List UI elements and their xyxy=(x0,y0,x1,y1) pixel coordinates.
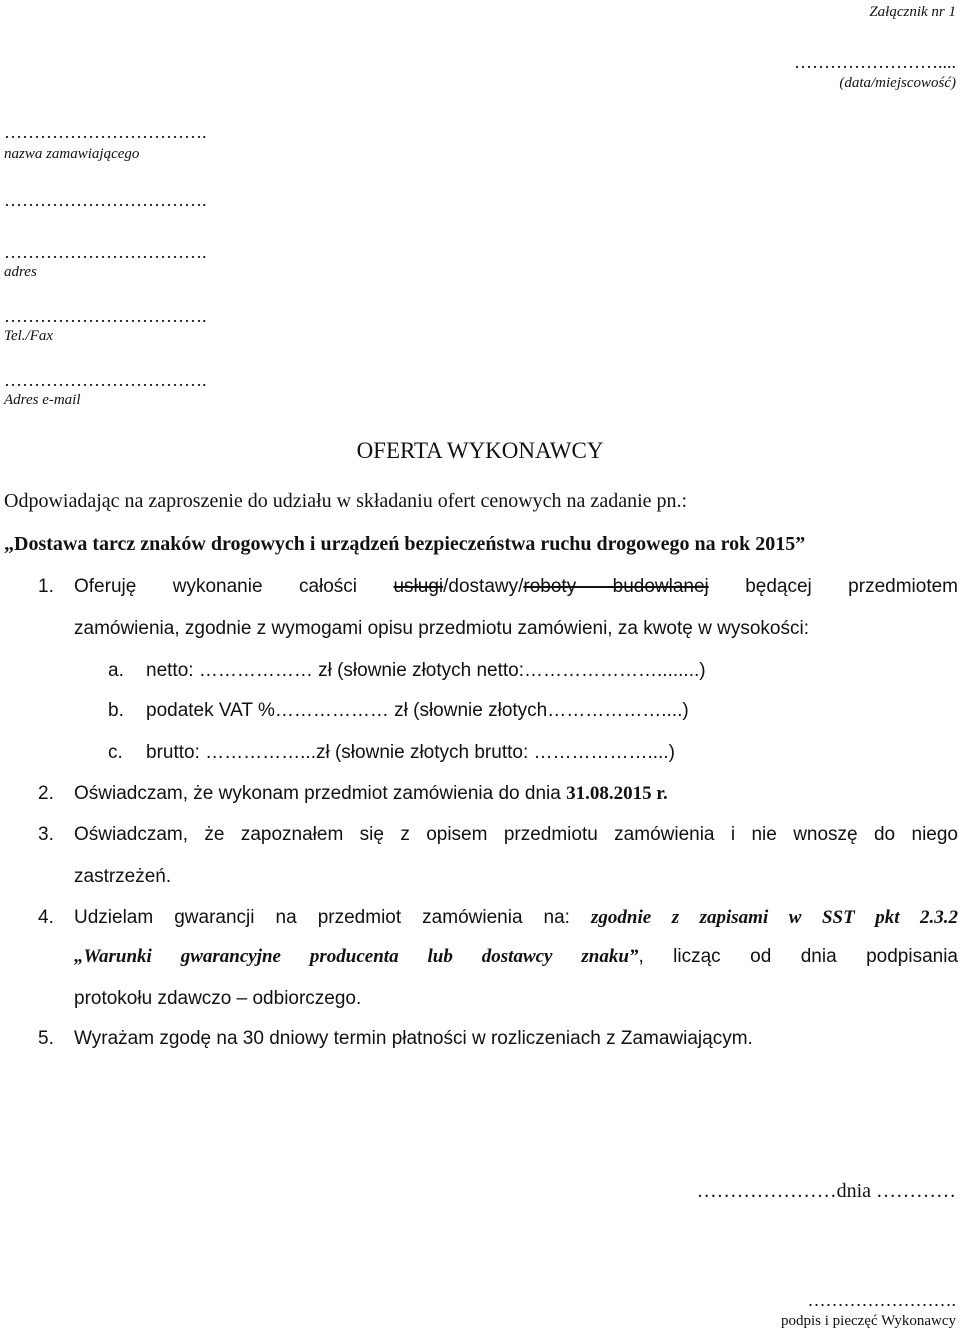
item-5-text: Wyrażam zgodę na 30 dniowy termin płatności w rozliczeniach z Zamawiającym. xyxy=(74,1028,753,1049)
signature-label: podpis i pieczęć Wykonawcy xyxy=(780,1313,956,1329)
document-title: OFERTA WYKONAWCY xyxy=(356,438,604,463)
name-dots: ……………………………. xyxy=(4,122,207,142)
item-1c-label: c. xyxy=(108,742,123,763)
item-1b-label: b. xyxy=(108,700,124,721)
item-1c-gross-amount: brutto: ……………...zł (słownie złotych brutto: ………………....) xyxy=(146,742,675,763)
intro-text: Odpowiadając na zaproszenie do udziału w składaniu ofert cenowych na zadanie pn.: xyxy=(4,490,688,512)
item-1a-label: a. xyxy=(108,660,124,681)
item-3-number: 3. xyxy=(38,824,54,845)
item-3-line-1: Oświadczam, że zapoznałem się z opisem przedmiotu zamówienia i nie wnoszę do niego xyxy=(74,824,958,845)
item-1-strike-works: roboty budowlanej xyxy=(523,576,709,597)
item-1-part-2: /dostawy/ xyxy=(443,576,524,597)
item-2-text xyxy=(74,783,668,805)
item-3-line-2: zastrzeżeń. xyxy=(74,866,172,887)
item-4-number: 4. xyxy=(38,907,54,928)
item-1a-net-amount: netto: ……………… zł (słownie złotych netto:…………………........) xyxy=(146,660,706,681)
address-dots-1: ……………………………. xyxy=(4,190,207,210)
item-1b-vat-amount: podatek VAT %……………… zł (słownie złotych………………....) xyxy=(146,700,689,721)
item-4-line-2 xyxy=(74,946,958,968)
item-2-number: 2. xyxy=(38,783,54,804)
item-4-line-1 xyxy=(74,907,958,929)
item-4-warranty-ref: zgodnie z zapisami w SST pkt 2.3.2 xyxy=(591,907,958,928)
address-label: adres xyxy=(4,264,37,280)
item-4-text-2: , licząc od dnia podpisania xyxy=(638,946,958,967)
item-2-deadline: 31.08.2015 r. xyxy=(566,783,668,804)
item-1-strike-services: usługi xyxy=(393,576,444,597)
task-name: „Dostawa tarcz znaków drogowych i urządzeń bezpieczeństwa ruchu drogowego na rok 2015” xyxy=(4,533,806,555)
name-label: nazwa zamawiającego xyxy=(4,146,140,162)
place-date-line: …………………dnia ………… xyxy=(696,1180,956,1202)
item-4-text-1: Udzielam gwarancji na przedmiot zamówienia na: xyxy=(74,907,592,928)
item-1-line-1 xyxy=(74,576,958,598)
item-1-line-2: zamówienia, zgodnie z wymogami opisu przedmiotu zamówieni, za kwotę w wysokości: xyxy=(74,618,809,639)
email-label: Adres e-mail xyxy=(4,392,81,408)
annex-label: Załącznik nr 1 xyxy=(869,4,956,20)
item-1-part-1: Oferuję wykonanie całości xyxy=(74,576,394,597)
tel-dots: ……………………………. xyxy=(4,306,207,326)
item-1-part-3: będącej przedmiotem xyxy=(708,576,959,597)
signature-dots: ……………………. xyxy=(807,1290,956,1310)
item-4-line-3: protokołu zdawczo – odbiorczego. xyxy=(74,988,362,1009)
email-dots: ……………………………. xyxy=(4,370,207,390)
address-dots-2: ……………………………. xyxy=(4,242,207,262)
date-dots: …………………….... xyxy=(794,52,956,72)
item-1-number: 1. xyxy=(38,576,54,597)
tel-label: Tel./Fax xyxy=(4,328,54,344)
item-5-number: 5. xyxy=(38,1028,54,1049)
item-4-warranty-terms: „Warunki gwarancyjne producenta lub dostawcy znaku” xyxy=(74,946,639,967)
date-label: (data/miejscowość) xyxy=(839,75,956,91)
item-2-statement: Oświadczam, że wykonam przedmiot zamówienia do dnia xyxy=(74,783,567,804)
